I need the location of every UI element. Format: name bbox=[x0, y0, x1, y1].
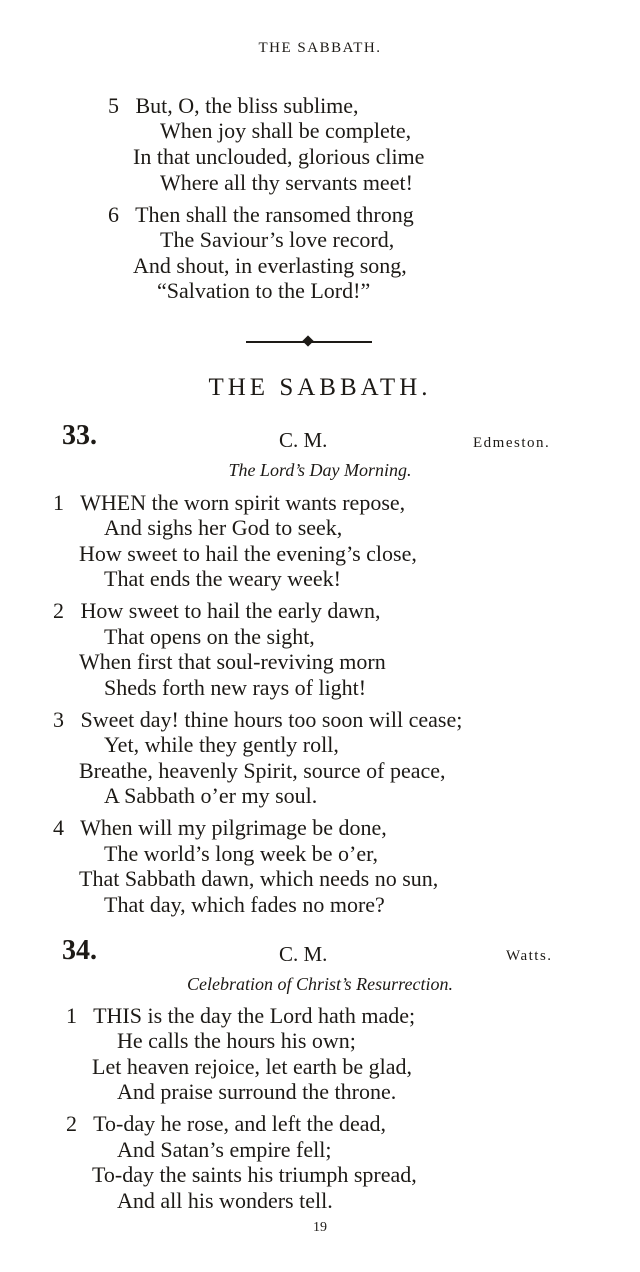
page-number: 19 bbox=[313, 1220, 327, 1235]
stanza-line: 2 To-day he rose, and left the dead, bbox=[66, 1111, 387, 1136]
tune-name: Edmeston. bbox=[473, 435, 551, 451]
stanza-line: And shout, in everlasting song, bbox=[133, 253, 407, 278]
stanza-line: 6 Then shall the ransomed throng bbox=[108, 202, 414, 227]
stanza-line: In that unclouded, glorious clime bbox=[133, 144, 425, 169]
stanza-line: And praise surround the throne. bbox=[117, 1079, 397, 1104]
hymn-meter: C. M. bbox=[279, 942, 328, 966]
stanza-line: And sighs her God to seek, bbox=[104, 515, 343, 540]
stanza-line: Yet, while they gently roll, bbox=[104, 732, 339, 757]
stanza-line: When joy shall be complete, bbox=[160, 118, 412, 143]
stanza-line: When first that soul-reviving morn bbox=[79, 649, 386, 674]
stanza-line: He calls the hours his own; bbox=[117, 1028, 356, 1053]
stanza-number: 6 bbox=[108, 202, 119, 227]
stanza-line: That ends the weary week! bbox=[104, 566, 342, 591]
stanza-line: The world’s long week be o’er, bbox=[104, 841, 379, 866]
stanza-line: Sheds forth new rays of light! bbox=[104, 675, 367, 700]
stanza-line: A Sabbath o’er my soul. bbox=[104, 783, 318, 808]
hymn-number: 34. bbox=[62, 935, 97, 966]
running-head: THE SABBATH. bbox=[258, 40, 382, 56]
stanza-line: How sweet to hail the evening’s close, bbox=[79, 541, 417, 566]
stanza-line: 4 When will my pilgrimage be done, bbox=[53, 815, 387, 840]
stanza-line: Where all thy servants meet! bbox=[160, 170, 413, 195]
stanza-line: 2 How sweet to hail the early dawn, bbox=[53, 598, 381, 623]
stanza-line: 1 THIS is the day the Lord hath made; bbox=[66, 1003, 416, 1028]
stanza-number: 1 bbox=[66, 1003, 77, 1028]
stanza-number: 4 bbox=[53, 815, 64, 840]
stanza-line: To-day the saints his triumph spread, bbox=[92, 1162, 417, 1187]
stanza-line: The Saviour’s love record, bbox=[160, 227, 395, 252]
hymn-meter: C. M. bbox=[279, 428, 328, 452]
stanza-line: 1 WHEN the worn spirit wants repose, bbox=[53, 490, 406, 515]
stanza-line: 3 Sweet day! thine hours too soon will cease; bbox=[53, 707, 463, 732]
stanza-line: That opens on the sight, bbox=[104, 624, 315, 649]
stanza-number: 2 bbox=[53, 598, 64, 623]
stanza-line: That day, which fades no more? bbox=[104, 892, 385, 917]
stanza-line: 5 But, O, the bliss sublime, bbox=[108, 93, 359, 118]
divider-ornament bbox=[302, 335, 313, 346]
hymn-subtitle: Celebration of Christ’s Resurrection. bbox=[186, 974, 453, 994]
stanza-number: 1 bbox=[53, 490, 64, 515]
stanza-line: Breathe, heavenly Spirit, source of peace, bbox=[79, 758, 446, 783]
stanza-number: 5 bbox=[108, 93, 119, 118]
stanza-line: “Salvation to the Lord!” bbox=[157, 278, 371, 303]
stanza-line: That Sabbath dawn, which needs no sun, bbox=[79, 866, 439, 891]
stanza-line: And all his wonders tell. bbox=[117, 1188, 333, 1213]
hymn-subtitle: The Lord’s Day Morning. bbox=[228, 460, 412, 480]
stanza-number: 2 bbox=[66, 1111, 77, 1136]
stanza-line: And Satan’s empire fell; bbox=[117, 1137, 332, 1162]
hymn-number: 33. bbox=[62, 420, 97, 451]
tune-name: Watts. bbox=[506, 948, 553, 964]
stanza-line: Let heaven rejoice, let earth be glad, bbox=[92, 1054, 413, 1079]
section-title: THE SABBATH. bbox=[208, 374, 432, 401]
stanza-number: 3 bbox=[53, 707, 64, 732]
